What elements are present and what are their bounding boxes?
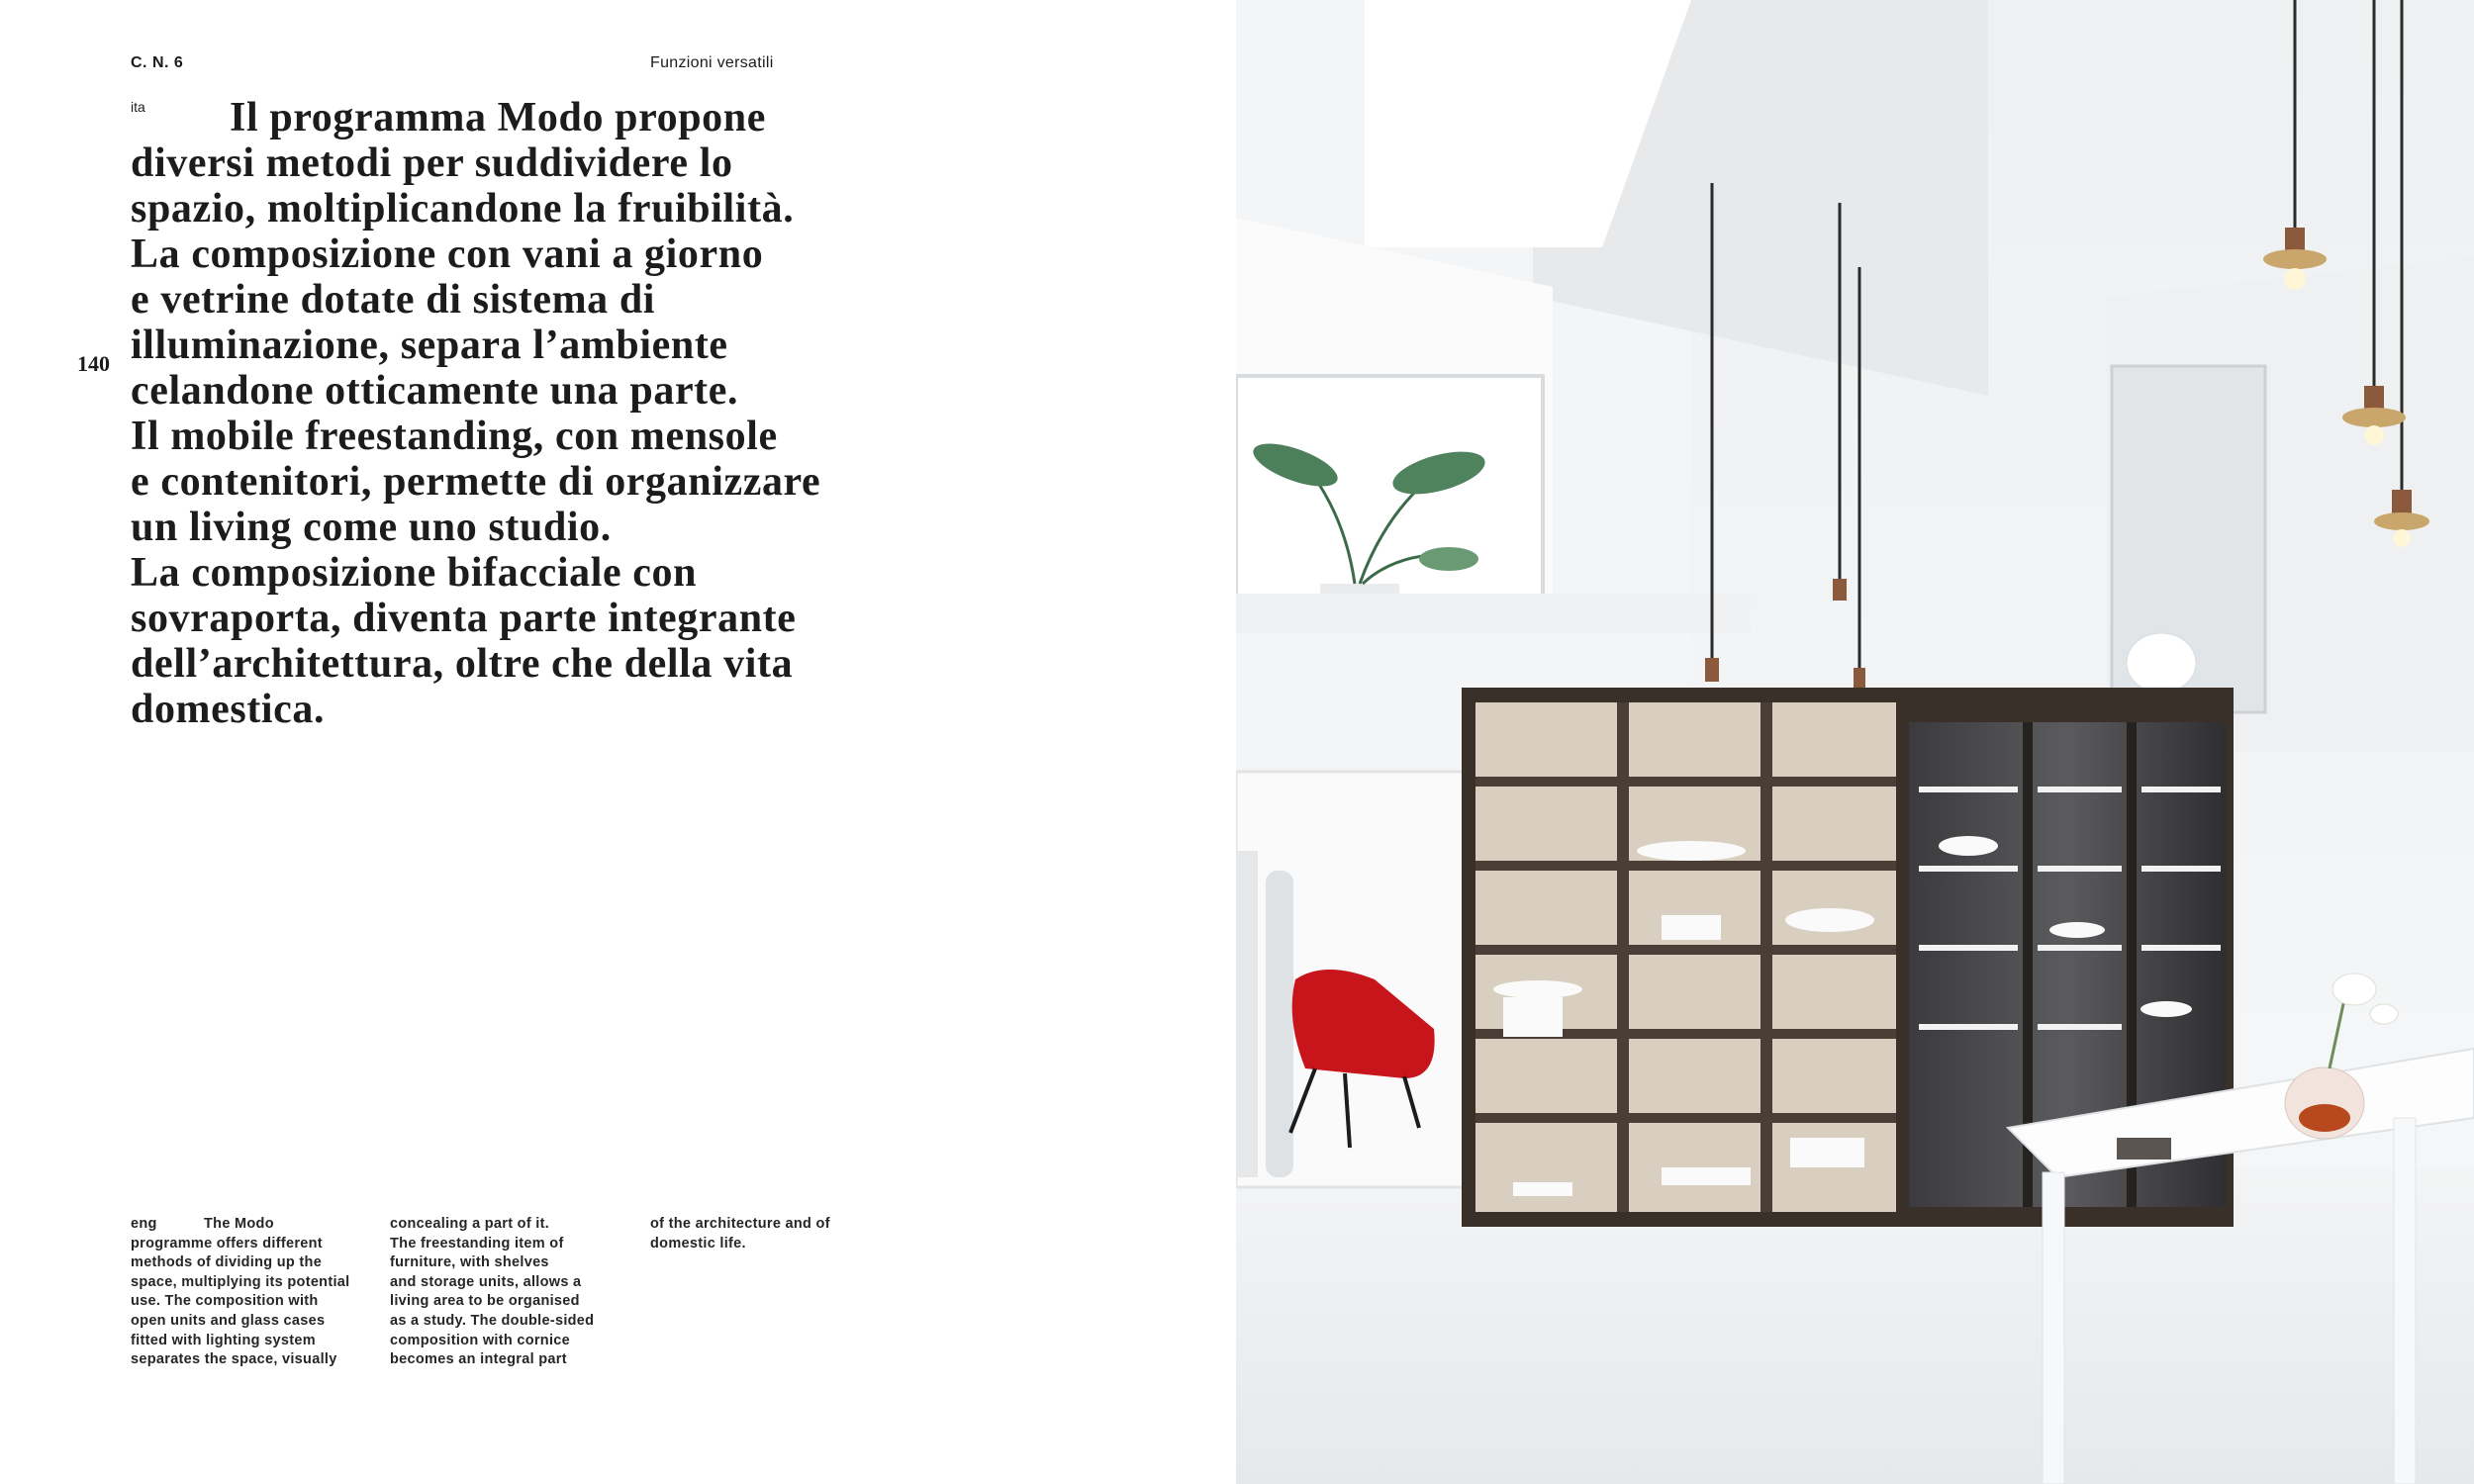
page-number: 140 bbox=[77, 351, 110, 376]
text-line bbox=[131, 1215, 373, 1235]
text-line: dell’architettura, oltre che della vita bbox=[131, 641, 794, 687]
text-line: spazio, moltiplicandone la fruibilità. bbox=[131, 186, 795, 232]
text-line: composition with cornice bbox=[390, 1332, 571, 1348]
text-line: living area to be organised bbox=[390, 1293, 580, 1310]
interior-photo-illustration bbox=[1236, 0, 2474, 1484]
text-line: e vetrine dotate di sistema di bbox=[131, 277, 656, 323]
text-line: un living come uno studio. bbox=[131, 505, 612, 550]
section-title: Funzioni versatili bbox=[650, 54, 774, 71]
text-line: sovraporta, diventa parte integrante bbox=[131, 596, 797, 641]
english-text-column-2 bbox=[390, 1215, 632, 1370]
text-line: separates the space, visually bbox=[131, 1351, 337, 1368]
text-line: becomes an integral part bbox=[390, 1351, 567, 1368]
english-text-column-3 bbox=[650, 1215, 893, 1253]
italian-body-text bbox=[131, 95, 1021, 732]
text-line: use. The composition with bbox=[131, 1293, 319, 1310]
text-line: fitted with lighting system bbox=[131, 1332, 316, 1348]
language-tag-eng: eng bbox=[131, 1216, 157, 1232]
text-line: domestic life. bbox=[650, 1235, 746, 1252]
text-line: The freestanding item of bbox=[390, 1235, 564, 1252]
text-line: methods of dividing up the bbox=[131, 1254, 323, 1271]
text-fragment: The Modo bbox=[204, 1216, 274, 1232]
text-line: and storage units, allows a bbox=[390, 1273, 582, 1290]
text-line: space, multiplying its potential bbox=[131, 1273, 350, 1290]
text-line: open units and glass cases bbox=[131, 1312, 326, 1329]
english-text-column-1 bbox=[131, 1215, 373, 1370]
text-line: of the architecture and of bbox=[650, 1216, 830, 1232]
section-code: C. N. 6 bbox=[131, 54, 184, 71]
text-line: concealing a part of it. bbox=[390, 1216, 550, 1232]
text-line: programme offers different bbox=[131, 1235, 323, 1252]
text-line: e contenitori, permette di organizzare bbox=[131, 459, 821, 505]
text-line: domestica. bbox=[131, 687, 326, 732]
text-line: illuminazione, separa l’ambiente bbox=[131, 323, 728, 368]
text-line: Il programma Modo propone bbox=[230, 95, 766, 140]
text-line: La composizione bifacciale con bbox=[131, 550, 698, 596]
text-line: furniture, with shelves bbox=[390, 1254, 549, 1271]
text-line: celandone otticamente una parte. bbox=[131, 368, 739, 414]
text-line: diversi metodi per suddividere lo bbox=[131, 140, 733, 186]
language-tag-ita: ita bbox=[131, 99, 145, 115]
interior-photo bbox=[1236, 0, 2474, 1484]
text-line: La composizione con vani a giorno bbox=[131, 232, 764, 277]
text-line: Il mobile freestanding, con mensole bbox=[131, 414, 778, 459]
text-line: as a study. The double-sided bbox=[390, 1312, 595, 1329]
